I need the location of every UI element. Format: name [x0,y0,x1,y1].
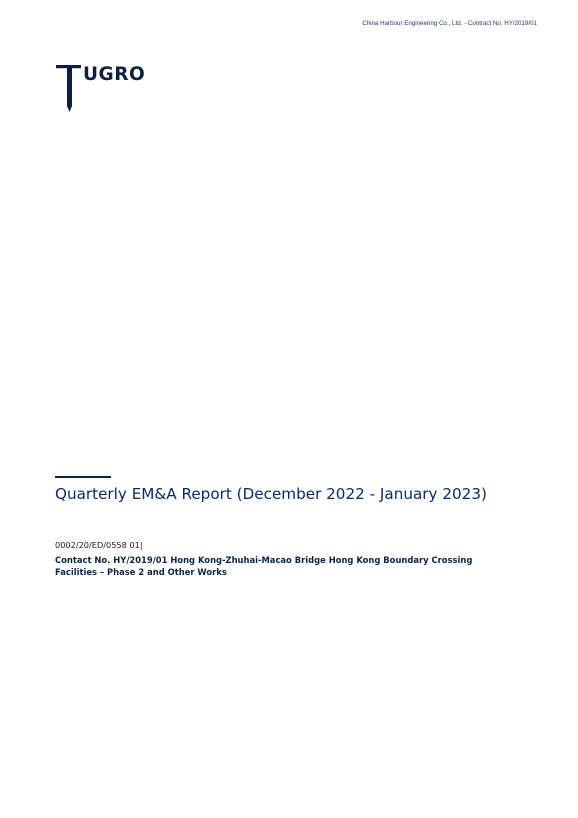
fugro-wordmark: UGRO [83,64,146,85]
header-contract-reference: China Harbour Engineering Co., Ltd. - Contract No. HY/2019/01 [362,20,537,27]
fugro-logo [55,62,175,114]
contract-line-1: Contact No. HY/2019/01 Hong Kong-Zhuhai-Macao Bridge Hong Kong Boundary Crossing [55,555,473,565]
document-number: 0002/20/ED/0558 01| [55,540,143,550]
contract-description [55,554,525,578]
title-divider [55,476,111,478]
report-title: Quarterly EM&A Report (December 2022 - January 2023) [55,485,487,503]
contract-line-2: Facilities – Phase 2 and Other Works [55,567,227,577]
